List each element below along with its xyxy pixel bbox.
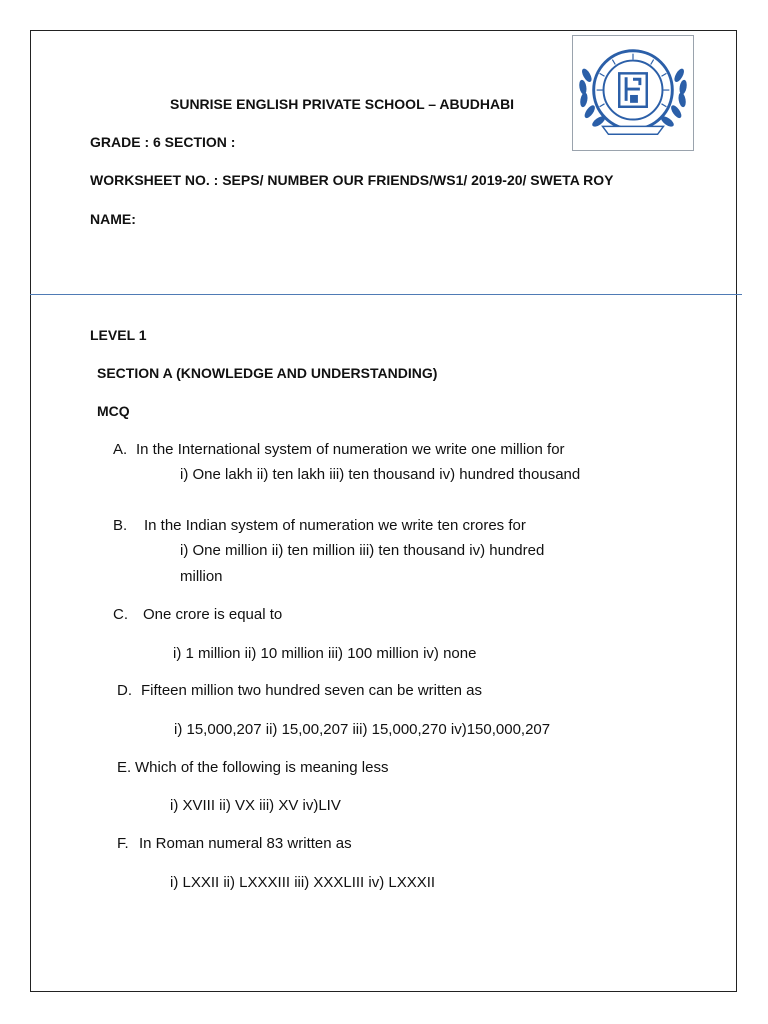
- school-logo: [572, 35, 694, 151]
- question-options: i) One million ii) ten million iii) ten thousand iv) hundred: [180, 542, 545, 559]
- question-label: D.: [117, 682, 132, 699]
- question-label: B.: [113, 517, 128, 534]
- school-name: SUNRISE ENGLISH PRIVATE SCHOOL – ABUDHABI: [170, 96, 515, 112]
- question-text: One crore is equal to: [143, 606, 283, 623]
- level-heading: LEVEL 1: [90, 327, 147, 343]
- question-text: In the Indian system of numeration we write ten crores for: [144, 517, 526, 534]
- question-text: In Roman numeral 83 written as: [139, 835, 352, 852]
- header-divider: [30, 294, 742, 295]
- question-options: i) LXXII ii) LXXXIII iii) XXXLIII iv) LXXXII: [170, 874, 436, 891]
- question-label: F.: [117, 835, 129, 852]
- worksheet-number: WORKSHEET NO. : SEPS/ NUMBER OUR FRIENDS/WS1/ 2019-20/ SWETA ROY: [90, 172, 614, 188]
- mcq-heading: MCQ: [97, 403, 130, 419]
- question-options: i) One lakh ii) ten lakh iii) ten thousand iv) hundred thousand: [180, 466, 581, 483]
- question-options-continued: million: [180, 568, 223, 585]
- question-options: i) 1 million ii) 10 million iii) 100 million iv) none: [173, 645, 477, 662]
- student-name-label: NAME:: [90, 211, 136, 227]
- grade-section-line: GRADE : 6 SECTION :: [90, 134, 236, 150]
- question-text: Which of the following is meaning less: [135, 759, 389, 776]
- question-label: C.: [113, 606, 128, 623]
- question-text: Fifteen million two hundred seven can be written as: [141, 682, 483, 699]
- question-label: E.: [117, 759, 132, 776]
- school-crest-icon: [573, 36, 693, 150]
- question-text: In the International system of numeration we write one million for: [136, 441, 565, 458]
- question-options: i) XVIII ii) VX iii) XV iv)LIV: [170, 797, 341, 814]
- question-options: i) 15,000,207 ii) 15,00,207 iii) 15,000,270 iv)150,000,207: [174, 721, 551, 738]
- section-heading: SECTION A (KNOWLEDGE AND UNDERSTANDING): [97, 365, 438, 381]
- question-label: A.: [113, 441, 128, 458]
